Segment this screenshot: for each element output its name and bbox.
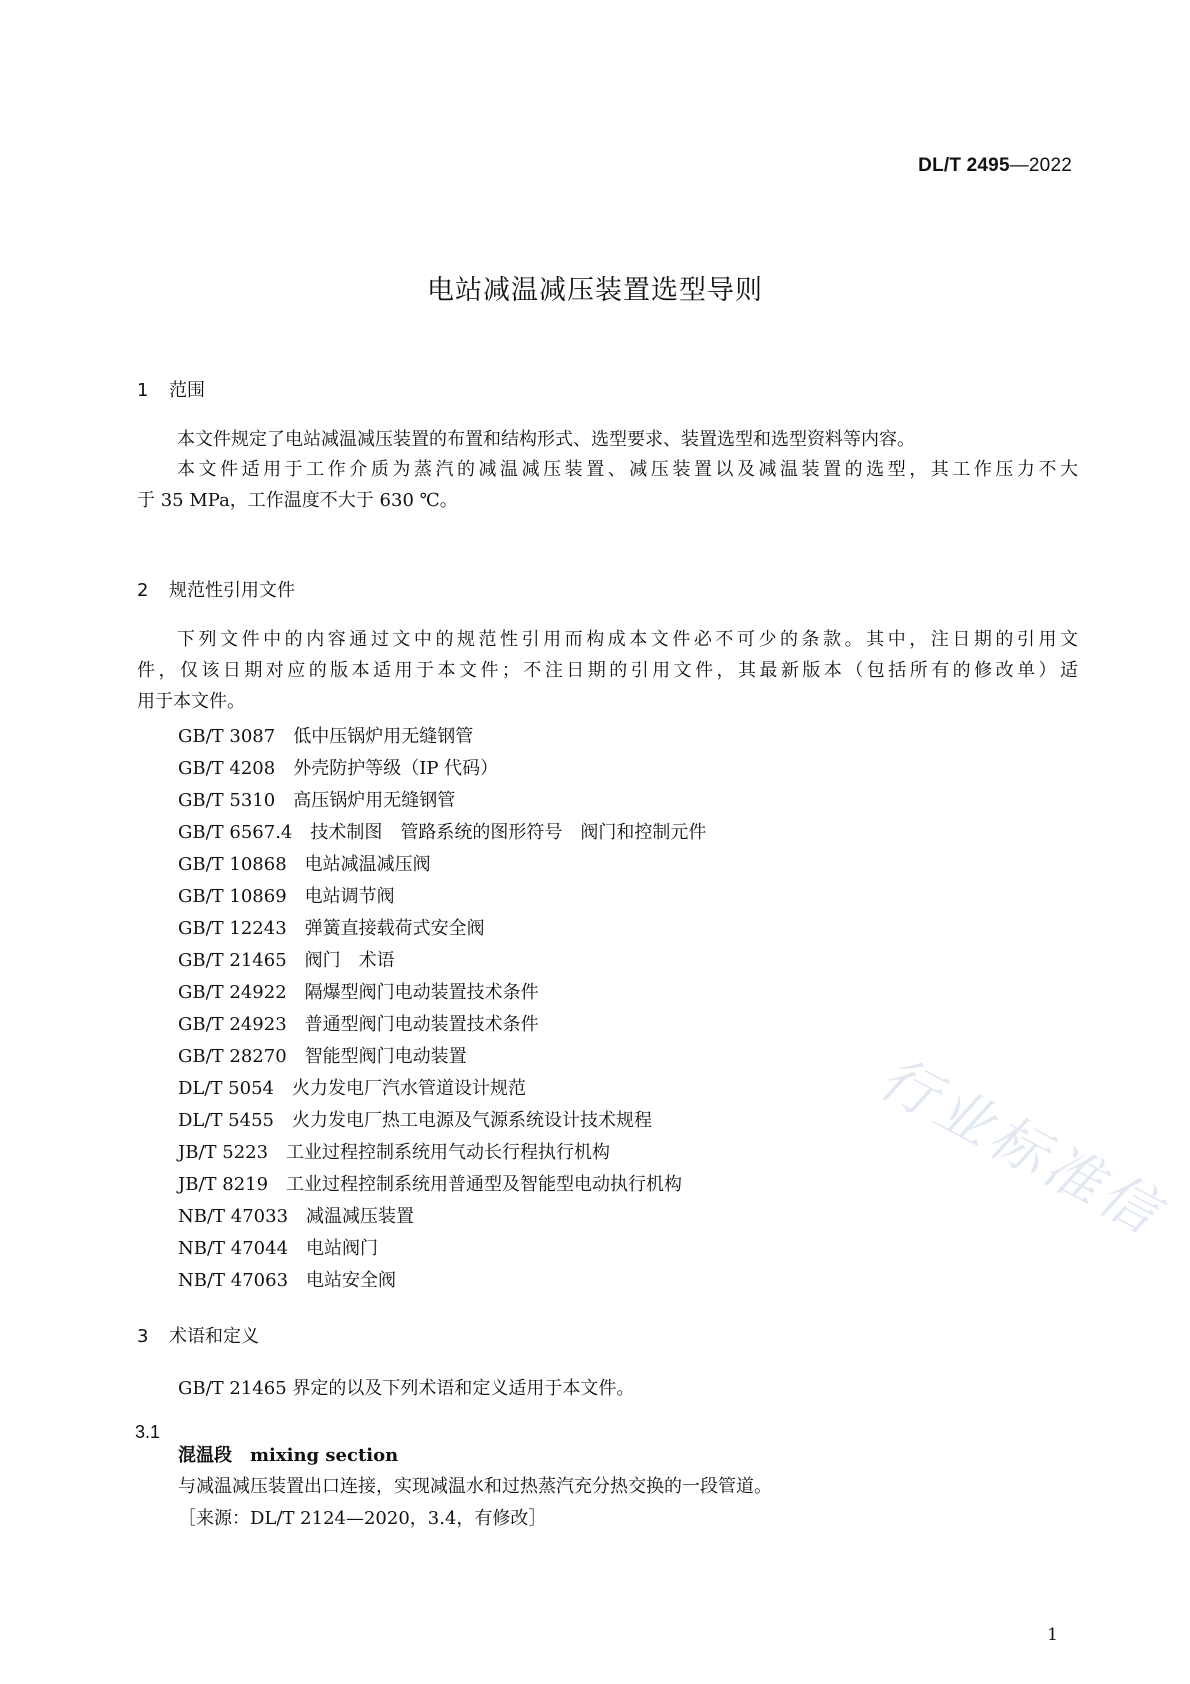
reference-title: 外壳防护等级（IP 代码） — [293, 758, 499, 779]
paragraph-line: 于 35 MPa，工作温度不大于 630 ℃。 — [137, 490, 458, 511]
reference-title: 电站阀门 — [306, 1238, 379, 1259]
section-number: 3 — [137, 1326, 149, 1347]
reference-code: GB/T 10869 — [178, 886, 287, 907]
section-2-paragraph — [137, 624, 1078, 717]
reference-item — [178, 721, 706, 753]
reference-title: 电站安全阀 — [306, 1270, 397, 1291]
reference-item — [178, 1137, 706, 1169]
section-title: 范围 — [169, 380, 205, 401]
reference-title: 火力发电厂热工电源及气源系统设计技术规程 — [292, 1110, 652, 1131]
reference-item — [178, 817, 706, 849]
reference-title: 普通型阀门电动装置技术条件 — [304, 1014, 539, 1035]
reference-title: 弹簧直接载荷式安全阀 — [304, 918, 485, 939]
reference-title: 工业过程控制系统用普通型及智能型电动执行机构 — [286, 1174, 683, 1195]
reference-title: 火力发电厂汽水管道设计规范 — [292, 1078, 526, 1099]
reference-title: 隔爆型阀门电动装置技术条件 — [304, 982, 539, 1003]
reference-item — [178, 1009, 706, 1041]
reference-code: DL/T 5054 — [178, 1078, 274, 1099]
page-number: 1 — [1047, 1625, 1058, 1645]
reference-code: GB/T 12243 — [178, 918, 287, 939]
normative-references-list — [178, 721, 706, 1297]
reference-code: JB/T 5223 — [178, 1142, 269, 1163]
paragraph-line: 本文件适用于工作介质为蒸汽的减温减压装置、减压装置以及减温装置的选型，其工作压力不大 — [177, 459, 1078, 480]
standard-code-number: DL/T 2495 — [918, 155, 1010, 176]
reference-title: 技术制图 管路系统的图形符号 阀门和控制元件 — [310, 822, 707, 843]
paragraph-line: 下列文件中的内容通过文中的规范性引用而构成本文件必不可少的条款。其中，注日期的引用文 — [177, 629, 1078, 650]
reference-code: GB/T 3087 — [178, 726, 276, 747]
reference-title: 减温减压装置 — [306, 1206, 415, 1227]
standard-code-year: —2022 — [1009, 155, 1072, 176]
term-definition: 与减温减压装置出口连接，实现减温水和过热蒸汽充分热交换的一段管道。 — [178, 1476, 772, 1497]
section-title: 术语和定义 — [169, 1326, 259, 1347]
term-english: mixing section — [250, 1445, 399, 1466]
reference-item — [178, 1201, 706, 1233]
reference-item — [178, 881, 706, 913]
section-2-heading — [137, 576, 295, 602]
reference-item — [178, 1233, 706, 1265]
reference-code: NB/T 47063 — [178, 1270, 289, 1291]
reference-code: GB/T 5310 — [178, 790, 276, 811]
section-title: 规范性引用文件 — [169, 580, 295, 601]
section-3-paragraph: GB/T 21465 界定的以及下列术语和定义适用于本文件。 — [178, 1378, 635, 1399]
reference-code: NB/T 47033 — [178, 1206, 289, 1227]
reference-code: DL/T 5455 — [178, 1110, 274, 1131]
reference-item — [178, 1041, 706, 1073]
clause-number: 3.1 — [135, 1422, 161, 1442]
paragraph-line: 用于本文件。 — [137, 691, 245, 712]
reference-item — [178, 849, 706, 881]
reference-code: NB/T 47044 — [178, 1238, 289, 1259]
section-number: 1 — [137, 380, 149, 401]
reference-title: 工业过程控制系统用气动长行程执行机构 — [286, 1142, 611, 1163]
section-1-paragraph-1 — [137, 424, 1078, 455]
reference-code: GB/T 4208 — [178, 758, 276, 779]
term-source: ［来源：DL/T 2124—2020，3.4，有修改］ — [178, 1508, 547, 1529]
watermark: 行业标准信 — [868, 1045, 1174, 1249]
reference-item — [178, 753, 706, 785]
reference-title: 电站减温减压阀 — [304, 854, 431, 875]
reference-title: 低中压锅炉用无缝钢管 — [293, 726, 474, 747]
section-number: 2 — [137, 580, 149, 601]
reference-item — [178, 785, 706, 817]
reference-title: 智能型阀门电动装置 — [304, 1046, 467, 1067]
reference-title: 电站调节阀 — [304, 886, 395, 907]
paragraph-line: 本文件规定了电站减温减压装置的布置和结构形式、选型要求、装置选型和选型资料等内容。 — [177, 429, 915, 450]
reference-title: 阀门 术语 — [304, 950, 395, 971]
standard-code — [918, 155, 1072, 177]
term-entry — [178, 1441, 398, 1467]
reference-code: GB/T 6567.4 — [178, 822, 293, 843]
reference-code: JB/T 8219 — [178, 1174, 269, 1195]
reference-code: GB/T 24922 — [178, 982, 287, 1003]
paragraph-line: 件，仅该日期对应的版本适用于本文件；不注日期的引用文件，其最新版本（包括所有的修改单）适 — [137, 660, 1078, 681]
reference-item — [178, 977, 706, 1009]
section-1-paragraph-2 — [137, 454, 1078, 516]
reference-title: 高压锅炉用无缝钢管 — [293, 790, 456, 811]
section-3-heading — [137, 1322, 259, 1348]
term-chinese: 混温段 — [178, 1445, 232, 1466]
reference-code: GB/T 28270 — [178, 1046, 287, 1067]
page-title: 电站减温减压装置选型导则 — [427, 275, 763, 306]
reference-item — [178, 1169, 706, 1201]
reference-code: GB/T 24923 — [178, 1014, 287, 1035]
reference-code: GB/T 21465 — [178, 950, 287, 971]
reference-item — [178, 913, 706, 945]
reference-item — [178, 1265, 706, 1297]
reference-item — [178, 1073, 706, 1105]
reference-item — [178, 1105, 706, 1137]
reference-item — [178, 945, 706, 977]
reference-code: GB/T 10868 — [178, 854, 287, 875]
section-1-heading — [137, 376, 205, 402]
